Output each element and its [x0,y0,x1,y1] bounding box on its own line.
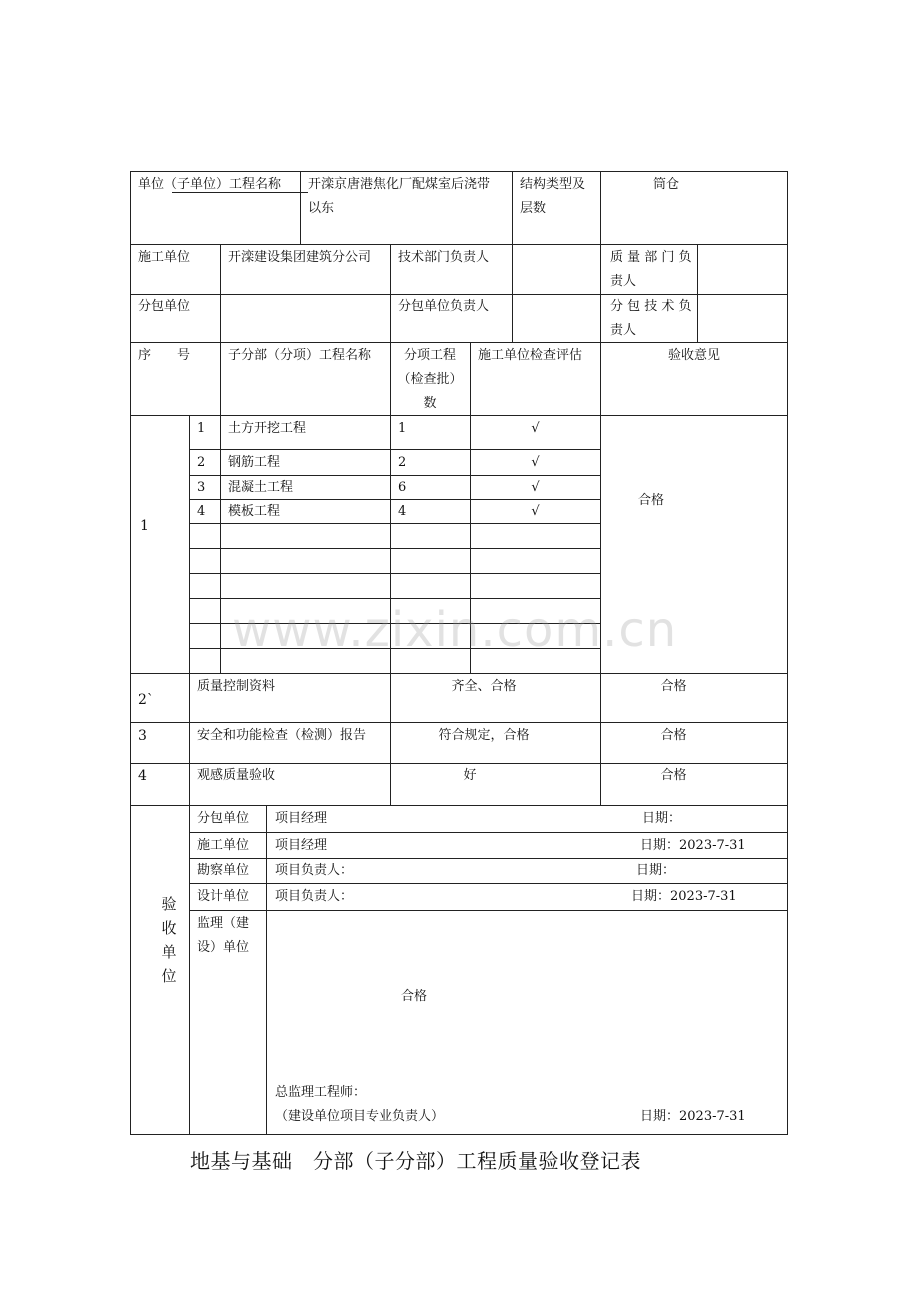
supervisor-unit: 监理（建设）单位 [197,916,250,955]
row-name: 质量控制资料 [197,679,276,694]
supervisor-date: 日期：2023-7-31 [640,1109,746,1124]
acceptance-date: 日期： [636,863,676,878]
item-no: 3 [197,480,206,495]
item-name: 模板工程 [228,504,281,519]
row-opinion: 合格 [660,728,687,743]
row-eval: 符合规定，合格 [438,728,530,743]
acceptance-person: 项目经理 [275,811,328,826]
row-opinion: 合格 [660,679,687,694]
acceptance-date: 日期： [642,811,682,826]
row-name: 观感质量验收 [197,768,276,783]
sub-tech-head-label: 分 包 技 术 负 责人 [610,299,692,338]
col-name-header: 子分部（分项）工程名称 [228,348,372,363]
acceptance-unit: 分包单位 [197,811,250,826]
structure-label: 结构类型及层数 [520,177,586,216]
acceptance-person: 项目经理 [275,838,328,853]
acceptance-date: 日期：2023-7-31 [640,838,746,853]
item-name: 钢筋工程 [228,455,281,470]
item-count: 6 [398,480,407,495]
project-name-label: 单位（子单位）工程名称 [138,177,282,192]
page-title: 地基与基础 分部（子分部）工程质量验收登记表 [190,1149,641,1173]
row-name: 安全和功能检查（检测）报告 [197,728,367,743]
watermark: www.zixin.com.cn [232,602,678,658]
subcontractor-label: 分包单位 [138,299,191,314]
item-count: 1 [398,421,407,436]
owner-rep-label: （建设单位项目专业负责人） [275,1109,445,1124]
row-seq: 2` [138,692,154,708]
tech-head-label: 技术部门负责人 [398,250,490,265]
acceptance-date: 日期：2023-7-31 [631,889,737,904]
row-eval: 齐全、合格 [451,679,517,694]
check-mark: √ [531,421,540,436]
row-seq: 4 [138,768,147,784]
acceptance-person: 项目负责人： [275,889,354,904]
contractor-label: 施工单位 [138,250,191,265]
group1-seq: 1 [140,518,149,534]
group1-opinion: 合格 [637,493,664,508]
row-opinion: 合格 [660,768,687,783]
item-no: 1 [197,421,206,436]
item-no: 4 [197,504,206,519]
acceptance-unit: 设计单位 [197,889,250,904]
sub-head-label: 分包单位负责人 [398,299,490,314]
col-eval-header: 施工单位检查评估 [478,348,583,363]
contractor-value: 开滦建设集团建筑分公司 [228,250,372,265]
check-mark: √ [531,480,540,495]
supervisor-result: 合格 [401,989,428,1004]
item-name: 土方开挖工程 [228,421,307,436]
col-count-header: 分项工程（检查批）数 [397,348,463,411]
chief-engineer-label: 总监理工程师： [275,1085,367,1100]
row-eval: 好 [463,768,477,783]
acceptance-unit: 施工单位 [197,838,250,853]
row-seq: 3 [138,728,147,744]
acceptance-label: 验 收 单 位 [161,895,177,985]
check-mark: √ [531,504,540,519]
quality-head-label: 质 量 部 门 负 责人 [610,250,692,289]
item-count: 4 [398,504,407,519]
structure-value: 筒仓 [652,177,679,192]
check-mark: √ [531,455,540,470]
item-count: 2 [398,455,407,470]
acceptance-person: 项目负责人： [275,863,354,878]
col-seq-header: 序 号 [138,348,191,363]
project-name-value: 开滦京唐港焦化厂配煤室后浇带以东 [308,177,491,216]
col-opinion-header: 验收意见 [667,348,720,363]
acceptance-unit: 勘察单位 [197,863,250,878]
item-name: 混凝土工程 [228,480,294,495]
item-no: 2 [197,455,206,470]
